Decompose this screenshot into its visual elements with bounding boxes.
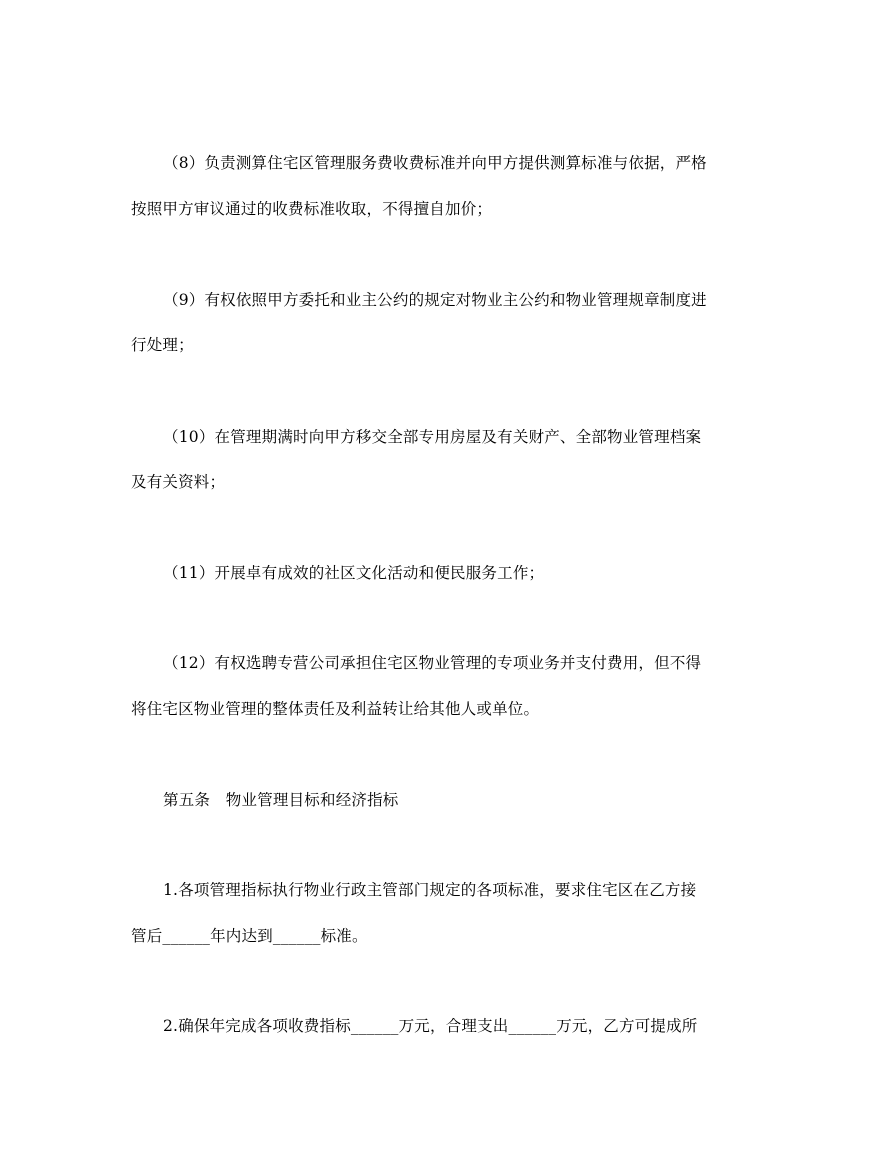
item-9-line-2: 行处理； bbox=[131, 336, 194, 354]
point-1-line-2: 管后______年内达到______标准。 bbox=[131, 927, 368, 945]
article-5-heading: 第五条 物业管理目标和经济指标 bbox=[163, 791, 399, 809]
item-10-line-1: （10）在管理期满时向甲方移交全部专用房屋及有关财产、全部物业管理档案 bbox=[163, 428, 702, 446]
item-12-line-1: （12）有权选聘专营公司承担住宅区物业管理的专项业务并支付费用，但不得 bbox=[163, 654, 702, 672]
item-11-line-1: （11）开展卓有成效的社区文化活动和便民服务工作； bbox=[163, 564, 545, 582]
item-10-line-2: 及有关资料； bbox=[131, 473, 226, 491]
item-12-line-2: 将住宅区物业管理的整体责任及利益转让给其他人或单位。 bbox=[131, 700, 540, 718]
item-8-line-2: 按照甲方审议通过的收费标准收取，不得擅自加价； bbox=[131, 200, 493, 218]
item-9-line-1: （9）有权依照甲方委托和业主公约的规定对物业主公约和物业管理规章制度进 bbox=[163, 291, 707, 309]
item-8-line-1: （8）负责测算住宅区管理服务费收费标准并向甲方提供测算标准与依据，严格 bbox=[163, 154, 707, 172]
point-1-line-1: 1.各项管理指标执行物业行政主管部门规定的各项标准，要求住宅区在乙方接 bbox=[163, 881, 697, 899]
point-2-line-1: 2.确保年完成各项收费指标______万元，合理支出______万元，乙方可提成所 bbox=[163, 1017, 698, 1035]
